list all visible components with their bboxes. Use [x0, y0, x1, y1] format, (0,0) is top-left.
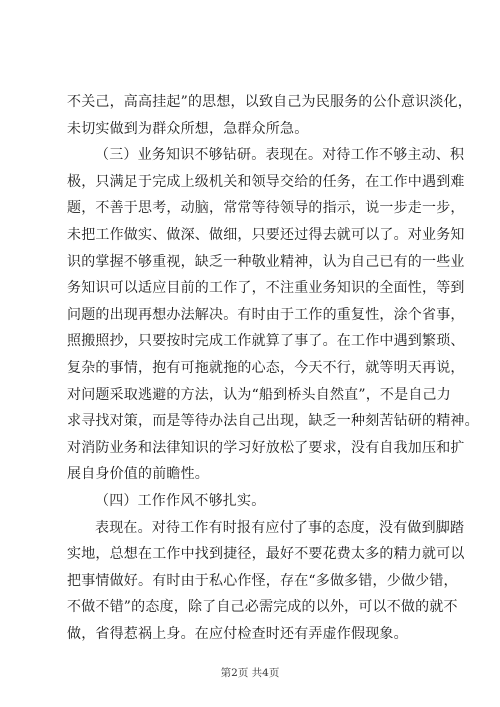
text-line: 不做不错”的态度，除了自己必需完成的以外，可以不做的就不 — [67, 599, 458, 616]
page-footer: 第2页 共4页 — [220, 667, 280, 679]
text-line: 未切实做到为群众所想，急群众所急。 — [67, 120, 309, 137]
text-line: 未把工作做实、做深、做细，只要还过得去就可以了。对业务知 — [67, 226, 465, 243]
text-line: 实地，总想在工作中找到捷径，最好不要花费太多的精力就可以 — [67, 546, 465, 563]
text-line: 对问题采取逃避的方法，认为“船到桥头自然直”，不是自己力 — [67, 386, 451, 403]
text-line: 问题的出现再想办法解决。有时由于工作的重复性，涂个省事， — [67, 306, 465, 323]
text-line: 不关己，高高挂起”的思想，以致自己为民服务的公仆意识淡化， — [67, 94, 472, 110]
text-line: 识的掌握不够重视，缺乏一种敬业精神，认为自己已有的一些业 — [67, 253, 465, 270]
text-line: 对消防业务和法律知识的学习好放松了要求，没有自我加压和扩 — [67, 439, 465, 456]
text-line: 做，省得惹祸上身。在应付检查时还有弄虚作假现象。 — [67, 625, 408, 642]
text-line: （三）业务知识不够钻研。表现在。对待工作不够主动、积 — [95, 147, 465, 164]
text-line: 求寻找对策，而是等待办法自己出现，缺乏一种刻苦钻研的精神。 — [67, 413, 479, 430]
text-line: 题，不善于思考，动脑，常常等待领导的指示，说一步走一步， — [67, 200, 465, 217]
text-line: 展自身价值的前瞻性。 — [67, 466, 209, 483]
document-body — [67, 89, 479, 647]
text-line: 复杂的事情，抱有可拖就拖的心态，今天不行，就等明天再说， — [67, 359, 465, 376]
text-line: 表现在。对待工作有时报有应付了事的态度，没有做到脚踏 — [95, 519, 465, 536]
text-line: 把事情做好。有时由于私心作怪，存在“多做多错，少做少错， — [67, 572, 458, 589]
text-line: 极，只满足于完成上级机关和领导交给的任务，在工作中遇到难 — [67, 173, 465, 190]
text-line: 照搬照抄，只要按时完成工作就算了事了。在工作中遇到繁琐、 — [67, 333, 465, 350]
text-line: 务知识可以适应目前的工作了，不注重业务知识的全面性，等到 — [67, 280, 465, 297]
text-line: （四）工作作风不够扎实。 — [95, 492, 266, 509]
